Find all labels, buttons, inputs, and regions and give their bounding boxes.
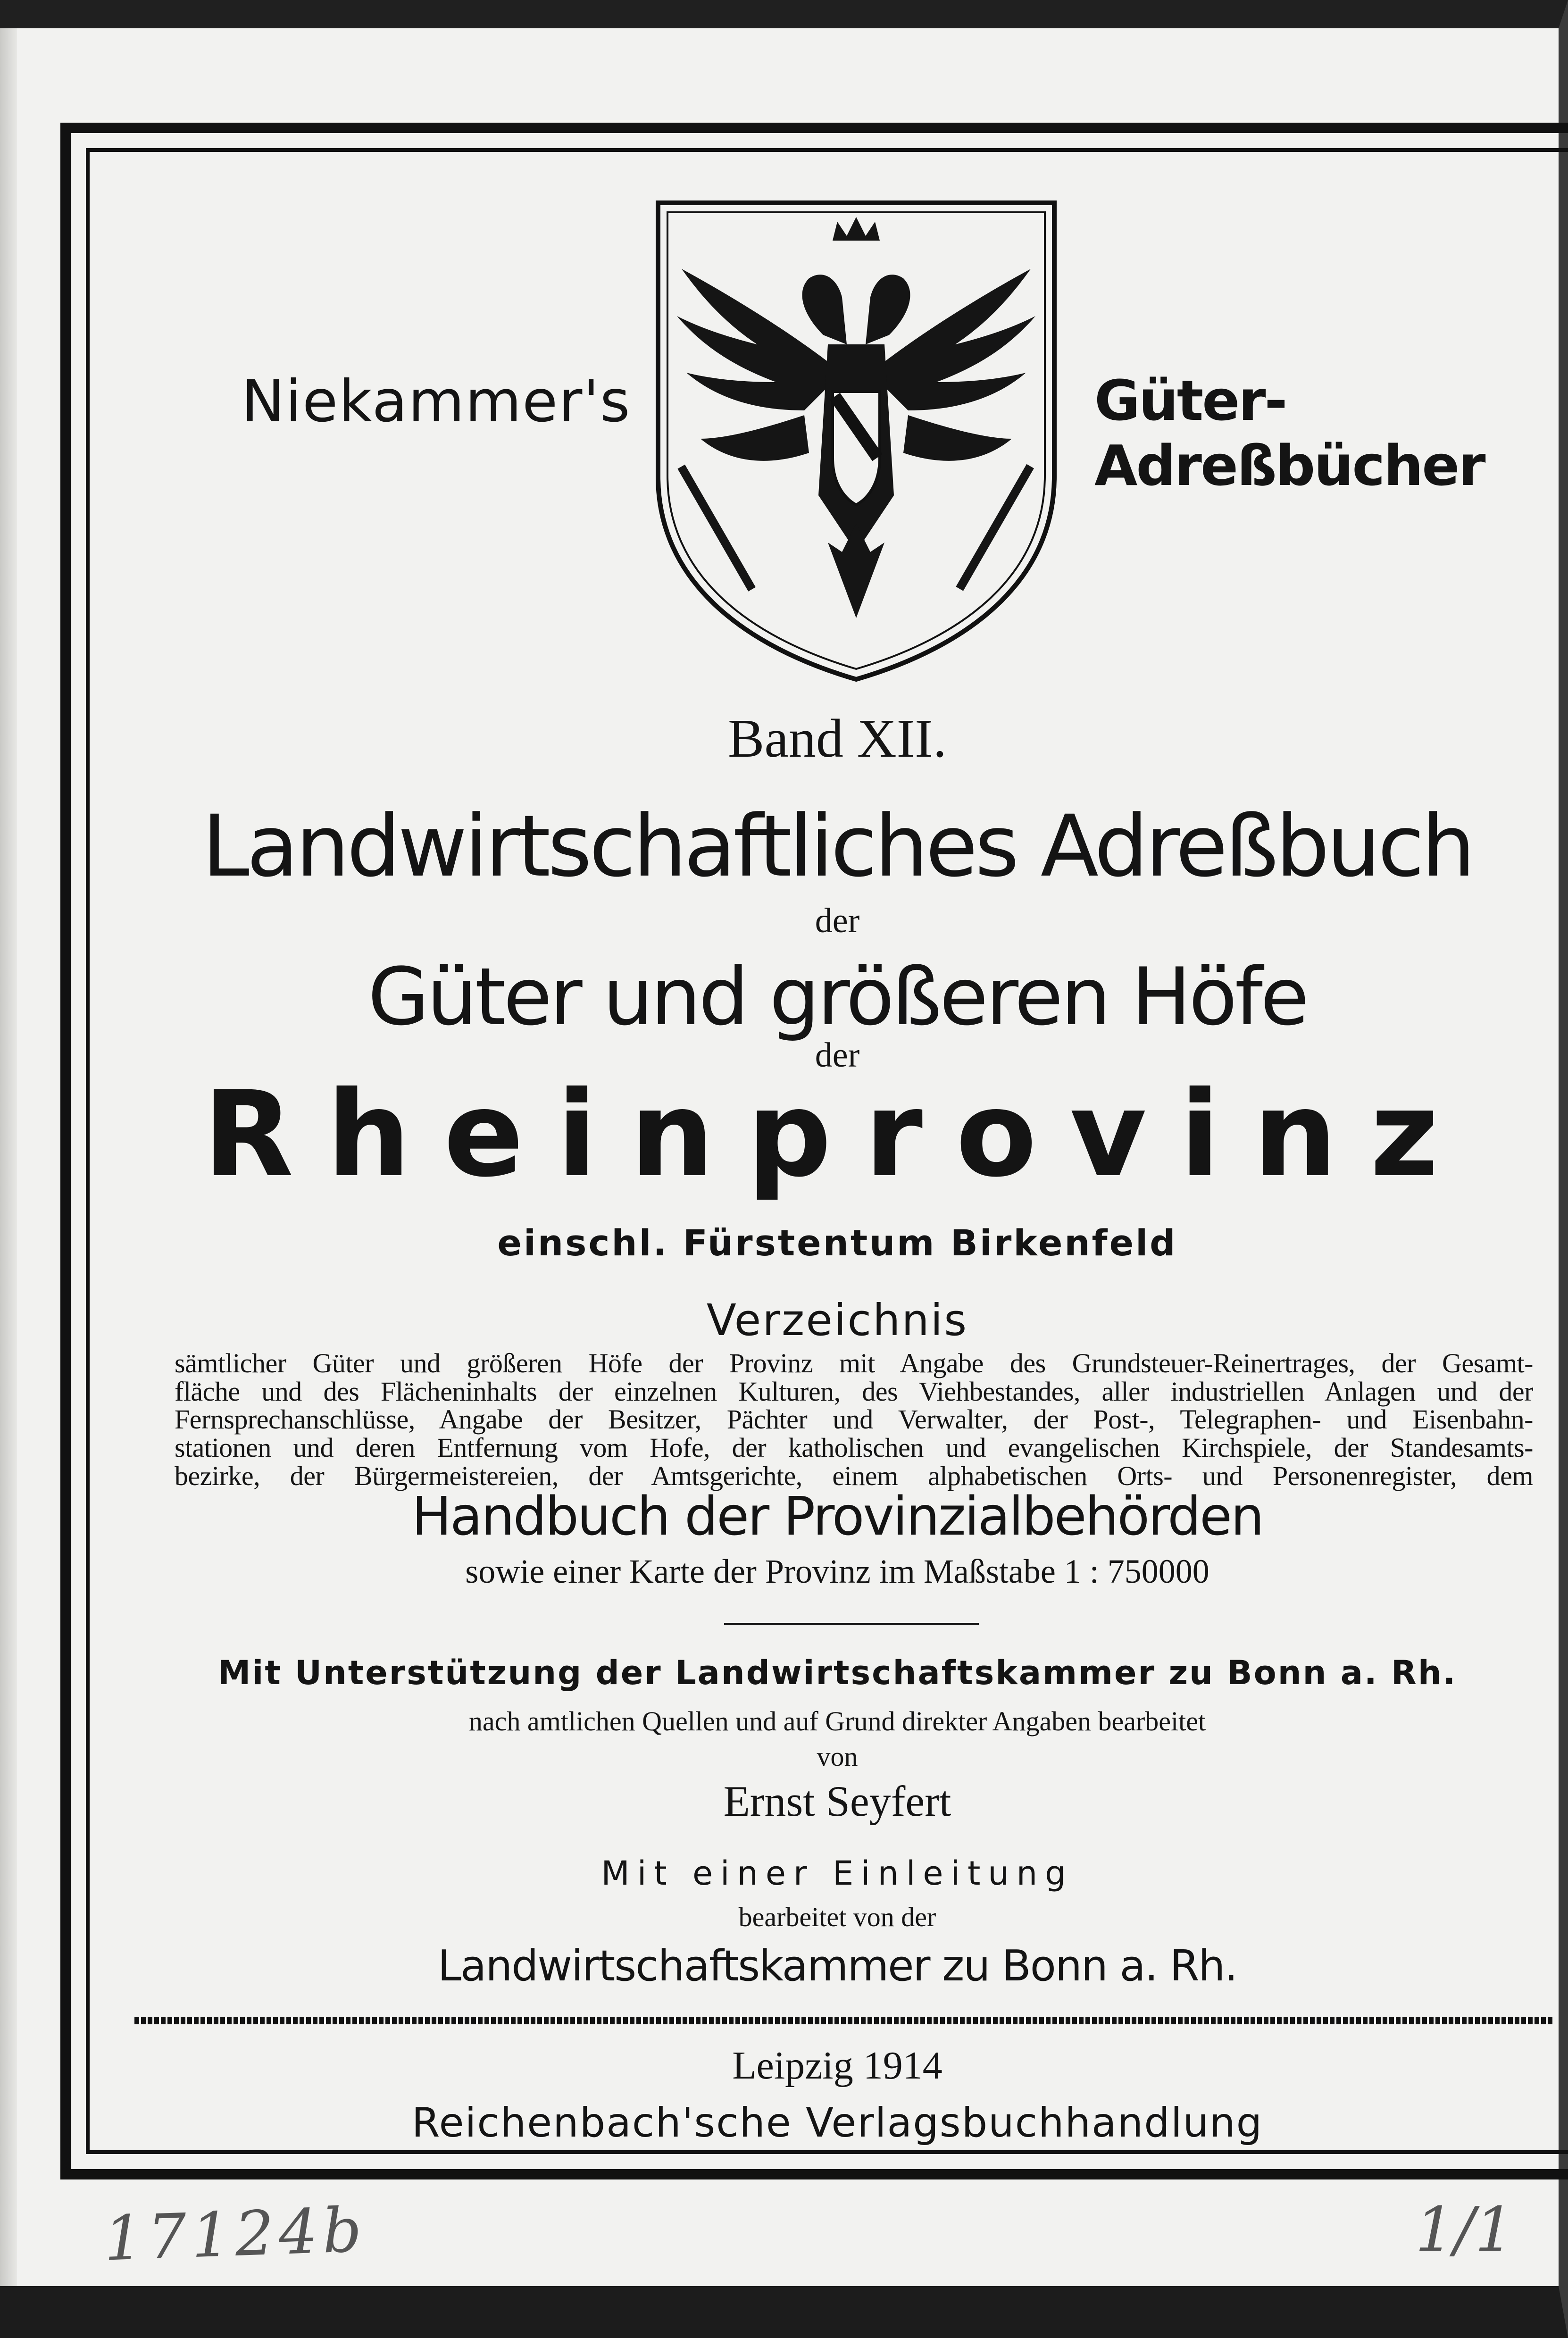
contents-line: bezirke, der Bürgermeistereien, der Amtsgerichte, einem alphabetischen Orts- und Personenregister, dem	[175, 1460, 1533, 1491]
contents-heading: Verzeichnis	[706, 1295, 968, 1345]
support-note: Mit Unterstützung der Landwirtschaftskammer zu Bonn a. Rh.	[217, 1653, 1457, 1692]
main-title: Landwirtschaftliches Adreßbuch	[202, 797, 1473, 896]
contents-line: sämtlicher Güter und größeren Höfe der Provinz mit Angabe des Grundsteuer-Reinertrages, der Gesamt-	[175, 1348, 1533, 1378]
contents-description	[175, 1349, 1533, 1490]
handwritten-shelf-mark: 17124b	[102, 2194, 368, 2275]
divider	[724, 1623, 979, 1625]
double-headed-eagle-crest-icon	[639, 193, 1073, 684]
sources-note: nach amtlichen Quellen und auf Grund direkter Angaben bearbeitet	[468, 1706, 1206, 1737]
handwritten-page-mark: 1/1	[1415, 2194, 1514, 2265]
publisher: Reichenbach'sche Verlagsbuchhandlung	[411, 2099, 1263, 2146]
contents-line: fläche und des Flächeninhalts der einzelnen Kulturen, des Viehbestandes, aller industriellen Anlagen und der	[175, 1376, 1533, 1407]
contents-line: Fernsprechanschlüsse, Angabe der Besitzer, Pächter und Verwalter, der Post-, Telegraphen- und Eisenbahn-	[175, 1404, 1533, 1435]
volume-number: Band XII.	[728, 709, 947, 769]
introduction-note: Mit einer Einleitung	[601, 1854, 1074, 1893]
by-connector: von	[817, 1741, 858, 1772]
chamber-name: Landwirtschaftskammer zu Bonn a. Rh.	[437, 1941, 1237, 1991]
province-title: Rheinprovinz	[203, 1066, 1472, 1203]
place-and-year: Leipzig 1914	[732, 2044, 942, 2088]
series-label: Güter-Adreßbücher	[1094, 368, 1485, 498]
series-name: Niekammer's	[242, 368, 631, 435]
handbook-title: Handbuch der Provinzialbehörden	[411, 1486, 1263, 1547]
inclusion-note: einschl. Fürstentum Birkenfeld	[497, 1222, 1177, 1264]
title-connector: der	[815, 1036, 860, 1075]
subtitle: Güter und größeren Höfe	[367, 951, 1307, 1043]
title-connector: der	[815, 902, 860, 940]
map-note: sowie einer Karte der Provinz im Maßstabe 1 : 750000	[465, 1553, 1209, 1590]
author-name: Ernst Seyfert	[723, 1777, 951, 1825]
contents-line: stationen und deren Entfernung vom Hofe, der katholischen und evangelischen Kirchspiele, der Standesamts-	[175, 1432, 1533, 1463]
introduction-by: bearbeitet von der	[738, 1902, 936, 1932]
dashed-divider	[134, 2017, 1554, 2024]
